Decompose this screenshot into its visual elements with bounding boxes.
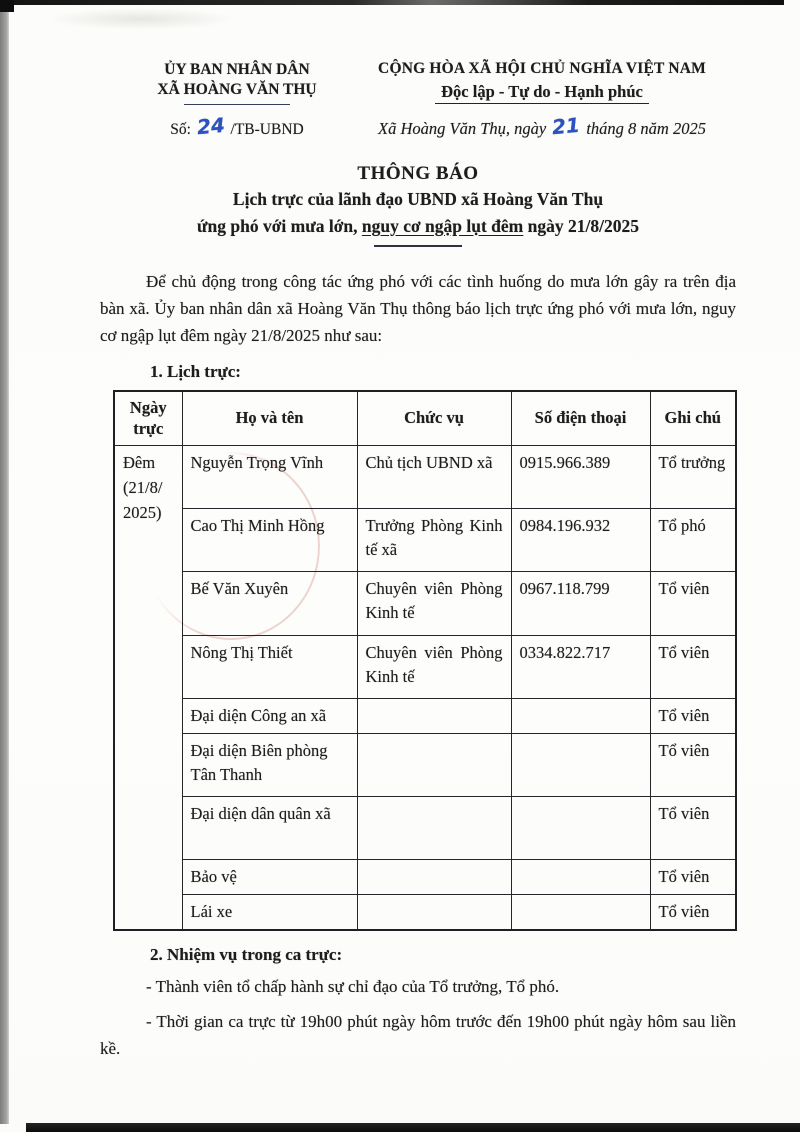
document-header [100, 60, 736, 139]
section2-item: - Thành viên tổ chấp hành sự chỉ đạo của Tổ trưởng, Tổ phó. [146, 977, 560, 997]
duty-date-line: Đêm [123, 453, 156, 473]
table-row [114, 446, 736, 509]
duty-date-line: (21/8/ [123, 478, 163, 498]
place-date-prefix: Xã Hoàng Văn Thụ, ngày [378, 119, 547, 138]
cell-position [357, 860, 511, 895]
title-line3 [100, 215, 736, 239]
table-row [114, 734, 736, 797]
section2-heading: 2. Nhiệm vụ trong ca trực: [150, 945, 343, 965]
intro-paragraph: Để chủ động trong công tác ứng phó với các tình huống do mưa lớn gây ra trên địa bàn xã. Ủy ban nhân dân xã Hoàng Văn Thụ thông báo lịch trực ứng phó với mưa lớn, nguy cơ ngập lụt đêm ngày 21/8/2025 như sau: [100, 272, 736, 345]
table-row [114, 797, 736, 860]
cell-note: Tổ viên [650, 797, 736, 860]
cell-phone [511, 860, 650, 895]
column-header-position: Chức vụ [357, 391, 511, 446]
cell-phone: 0984.196.932 [511, 509, 650, 572]
duty-schedule-table [113, 390, 737, 931]
cell-name: Nguyễn Trọng Vĩnh [182, 446, 357, 509]
duty-date-line: 2025) [123, 502, 162, 522]
cell-phone [511, 734, 650, 797]
cell-phone: 0334.822.717 [511, 636, 650, 699]
column-header-note: Ghi chú [650, 391, 736, 446]
cell-position: Trưởng Phòng Kinh tế xã [357, 509, 511, 572]
cell-name: Bảo vệ [182, 860, 357, 895]
table-row [114, 509, 736, 572]
cell-note: Tổ phó [650, 509, 736, 572]
cell-position [357, 699, 511, 734]
title-line1: THÔNG BÁO [357, 163, 479, 184]
table-row [114, 895, 736, 930]
document-number-handwritten: 24 [195, 112, 226, 140]
cell-duty-date [114, 446, 182, 930]
issuer-block [128, 60, 346, 139]
title-line3-underlined: nguy cơ ngập lụt đêm [361, 215, 524, 236]
column-header-duty-date: Ngày trực [114, 391, 182, 446]
national-title: CỘNG HÒA XÃ HỘI CHỦ NGHĨA VIỆT NAM [378, 60, 706, 77]
cell-name: Nông Thị Thiết [182, 636, 357, 699]
cell-phone: 0967.118.799 [511, 572, 650, 636]
issuer-underline [184, 104, 290, 105]
table-row [114, 572, 736, 636]
title-line3-post: ngày 21/8/2025 [523, 215, 639, 236]
cell-name: Đại diện Công an xã [182, 699, 357, 734]
title-separator-rule [374, 245, 462, 247]
cell-note: Tổ viên [650, 572, 736, 636]
title-line3-pre: ứng phó với mưa lớn, [197, 215, 362, 236]
table-row [114, 860, 736, 895]
cell-position [357, 797, 511, 860]
section2-item: - Thời gian ca trực từ 19h00 phút ngày hôm trước đến 19h00 phút ngày hôm sau liền kề. [100, 1012, 736, 1058]
scan-edge-bottom [26, 1123, 800, 1132]
cell-phone: 0915.966.389 [511, 446, 650, 509]
cell-phone [511, 895, 650, 930]
cell-name: Đại diện Biên phòng Tân Thanh [182, 734, 357, 797]
cell-note: Tổ viên [650, 860, 736, 895]
document-number-label: Số: [170, 120, 191, 138]
national-motto-block [348, 60, 736, 139]
column-header-phone: Số điện thoại [511, 391, 650, 446]
national-motto: Độc lập - Tự do - Hạnh phúc [435, 82, 649, 104]
cell-note: Tổ viên [650, 636, 736, 699]
document-number-suffix: /TB-UBND [230, 120, 304, 138]
cell-name: Bế Văn Xuyên [182, 572, 357, 636]
cell-position: Chủ tịch UBND xã [357, 446, 511, 509]
place-and-date-line [348, 112, 736, 140]
day-handwritten: 21 [551, 112, 582, 140]
cell-name: Lái xe [182, 895, 357, 930]
table-row [114, 699, 736, 734]
cell-note: Tổ trưởng [650, 446, 736, 509]
cell-note: Tổ viên [650, 895, 736, 930]
cell-note: Tổ viên [650, 734, 736, 797]
section1-heading: 1. Lịch trực: [150, 361, 241, 381]
column-header-full-name: Họ và tên [182, 391, 357, 446]
table-header-row [114, 391, 736, 446]
cell-name: Đại diện dân quân xã [182, 797, 357, 860]
document-number-line [128, 112, 346, 140]
issuer-name-line1: ỦY BAN NHÂN DÂN [164, 61, 310, 78]
cell-position [357, 895, 511, 930]
cell-name: Cao Thị Minh Hồng [182, 509, 357, 572]
cell-position: Chuyên viên Phòng Kinh tế [357, 572, 511, 636]
table-row [114, 636, 736, 699]
cell-note: Tổ viên [650, 699, 736, 734]
cell-position [357, 734, 511, 797]
cell-phone [511, 699, 650, 734]
cell-position: Chuyên viên Phòng Kinh tế [357, 636, 511, 699]
issuer-name-line2: XÃ HOÀNG VĂN THỤ [157, 81, 317, 99]
document-title [100, 163, 736, 247]
cell-phone [511, 797, 650, 860]
title-line2: Lịch trực của lãnh đạo UBND xã Hoàng Văn Thụ [232, 189, 604, 209]
place-date-suffix: tháng 8 năm 2025 [586, 119, 706, 138]
